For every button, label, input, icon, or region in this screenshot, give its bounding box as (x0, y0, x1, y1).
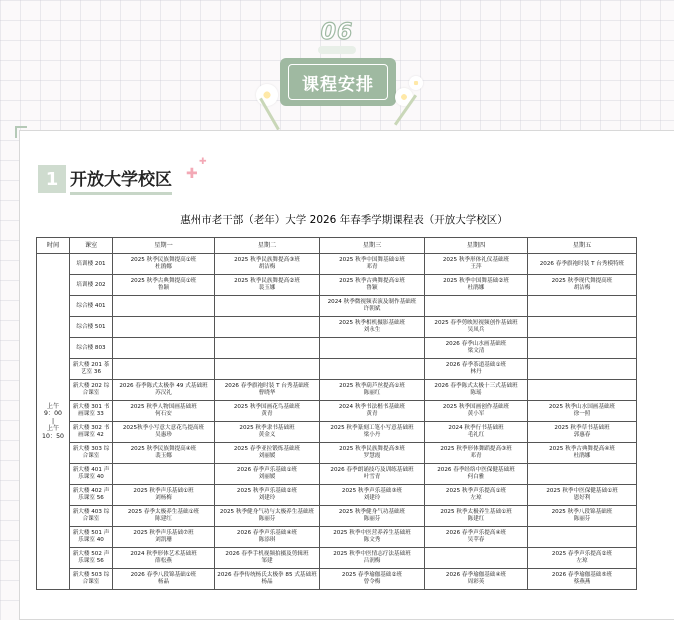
teacher-name: 林丹 (470, 369, 482, 375)
flower-decoration-icon (409, 76, 423, 90)
campus-title: 开放大学校区 (70, 165, 172, 195)
course-cell (320, 443, 425, 464)
course-name: 2025 秋季古典舞提高④班 (549, 446, 615, 453)
course-cell (425, 296, 528, 317)
course-cell (528, 443, 637, 464)
teacher-name: 恩好利 (573, 495, 591, 501)
course-name: 2026 春季瑜伽基础④班 (445, 572, 507, 579)
course-cell (425, 275, 528, 296)
teacher-name: 鲁颖 (366, 285, 378, 291)
course-cell (215, 569, 320, 590)
course-cell (320, 569, 425, 590)
course-cell (215, 275, 320, 296)
teacher-name: 苏汉礼 (155, 390, 172, 396)
teacher-name: 徐一照 (573, 411, 591, 417)
course-cell (528, 317, 637, 338)
course-cell (113, 359, 215, 380)
header-tuesday: 星期二 (215, 238, 320, 254)
teacher-name: 左琼 (470, 495, 482, 501)
table-row (37, 569, 637, 590)
time-slot-text: 上午 (46, 402, 60, 410)
room-cell: 新大楼 502 声乐课室 56 (70, 548, 113, 569)
teacher-name: 刘丽媛 (258, 453, 276, 459)
course-cell (425, 338, 528, 359)
course-cell (320, 401, 425, 422)
course-name: 2025 秋季声乐基础③班 (341, 488, 403, 495)
course-cell (528, 359, 637, 380)
course-name: 2025 春季太极养生基础①班 (127, 509, 200, 516)
course-cell (215, 527, 320, 548)
course-cell (215, 548, 320, 569)
teacher-name: 陈丽芬 (573, 516, 591, 522)
room-cell: 新大楼 501 声乐课室 40 (70, 527, 113, 548)
teacher-name: 王萍 (470, 264, 482, 270)
course-cell (113, 401, 215, 422)
course-name: 2026 春季手机视频拍摄及剪辑班 (225, 551, 309, 558)
course-name: 2025 秋季民族舞提高①班 (130, 257, 197, 264)
room-cell: 新大楼 201 茶艺室 36 (70, 359, 113, 380)
table-row (37, 275, 637, 296)
course-cell (528, 380, 637, 401)
teacher-name: 邹建 (261, 558, 273, 564)
sparkle-icon: ✚ (186, 166, 198, 182)
course-cell (113, 254, 215, 275)
course-name: 2025 秋季草书基础班 (554, 425, 610, 432)
teacher-name: 刘丽媛 (258, 474, 276, 480)
teacher-name: 周彩英 (467, 579, 485, 585)
section-number: 06 (320, 20, 354, 45)
course-cell (113, 275, 215, 296)
course-name: 2025 春季亚拉锻炼基础班 (233, 446, 301, 453)
teacher-name: 许朝斌 (363, 306, 381, 312)
course-name: 2026 春季瑜伽基础⑤班 (551, 572, 613, 579)
teacher-name: 黄金义 (258, 432, 276, 438)
course-cell (528, 338, 637, 359)
teacher-name: 刘杨梅 (155, 495, 172, 501)
course-cell (215, 485, 320, 506)
course-cell (320, 506, 425, 527)
course-cell (113, 443, 215, 464)
course-cell (425, 527, 528, 548)
course-name: 2025 春季剪映短视频创作基础班 (434, 320, 518, 327)
course-name: 2025 秋季声乐基础①班 (133, 488, 194, 495)
course-name: 2025 秋季现代舞提高班 (551, 278, 613, 285)
teacher-name: 蔡燕燕 (573, 579, 591, 585)
teacher-name: 陈建红 (155, 516, 172, 522)
teacher-name: 陈建红 (467, 516, 485, 522)
room-cell: 新大楼 402 声乐课室 56 (70, 485, 113, 506)
course-cell (215, 296, 320, 317)
course-name: 2025 秋季声乐基础②班 (236, 488, 298, 495)
flower-decoration-icon (256, 84, 278, 106)
teacher-name: 陈文秀 (363, 537, 381, 543)
room-cell: 培训楼 201 (70, 254, 113, 275)
course-cell (528, 548, 637, 569)
course-cell (320, 464, 425, 485)
course-cell (113, 569, 215, 590)
course-name: 2026 春季旗袍时装 T 台秀基础班 (224, 383, 310, 390)
teacher-name: 曾令梅 (363, 579, 381, 585)
course-cell (215, 317, 320, 338)
teacher-name: 杜鹃娜 (573, 453, 591, 459)
course-cell (215, 338, 320, 359)
course-cell (113, 548, 215, 569)
table-row (37, 485, 637, 506)
course-name: 2025秋季小写意大意花鸟提高班 (122, 425, 205, 432)
teacher-name: 吕润梅 (363, 558, 381, 564)
course-cell (425, 485, 528, 506)
course-name: 2025 秋季八段锦基础班 (551, 509, 613, 516)
table-row (37, 296, 637, 317)
table-row (37, 380, 637, 401)
course-name: 2025 秋季形体舞蹈提高③班 (440, 446, 512, 453)
teacher-name: 黄小军 (467, 411, 485, 417)
teacher-name: 黄青 (261, 411, 273, 417)
course-name: 2025 秋季声乐提高①班 (445, 488, 507, 495)
course-cell (320, 422, 425, 443)
course-cell (528, 464, 637, 485)
course-name: 2025 秋季隶书基础班 (239, 425, 295, 432)
room-cell: 新大楼 403 综合课室 (70, 506, 113, 527)
course-name: 2024 秋季形体艺术基础班 (130, 551, 197, 558)
course-cell (528, 485, 637, 506)
course-cell (113, 527, 215, 548)
course-name: 2024 秋季行书基础班 (448, 425, 504, 432)
section-title: 课程安排 (288, 64, 388, 100)
course-cell (528, 422, 637, 443)
course-cell (320, 296, 425, 317)
table-header-row (37, 238, 637, 254)
header-time: 时间 (37, 238, 70, 254)
course-cell (528, 296, 637, 317)
teacher-name: 刘永生 (363, 327, 381, 333)
time-slot-text: 上午 (46, 425, 60, 433)
course-cell (113, 338, 215, 359)
teacher-name: 梁文清 (467, 348, 485, 354)
teacher-name: 刘建玲 (363, 495, 381, 501)
table-row (37, 338, 637, 359)
room-cell: 综合楼 401 (70, 296, 113, 317)
course-name: 2026 春季八段锦基础①班 (130, 572, 197, 579)
teacher-name: 邓青 (366, 264, 378, 270)
header-monday: 星期一 (113, 238, 215, 254)
course-name: 2025 秋季民族舞提高⑤班 (339, 446, 405, 453)
course-cell (528, 401, 637, 422)
teacher-name: 陈添琪 (258, 537, 276, 543)
header-friday: 星期五 (528, 238, 637, 254)
course-cell (425, 359, 528, 380)
course-name: 2025 秋季中医营养养生基础班 (333, 530, 411, 537)
course-name: 2026 春季朗诵技巧及训练基础班 (330, 467, 414, 474)
course-name: 2025 秋季健身气功基础班 (338, 509, 406, 516)
table-row (37, 359, 637, 380)
teacher-name: 胡洁梅 (258, 264, 276, 270)
course-name: 2025 秋季太极养生基础①班 (440, 509, 512, 516)
table-row (37, 443, 637, 464)
course-name: 2025 秋季中国舞基础①班 (339, 257, 405, 264)
room-cell: 综合楼 803 (70, 338, 113, 359)
course-name: 2025 秋季古典舞提高①班 (130, 278, 197, 285)
course-name: 2025 秋季中医情志疗法基础班 (333, 551, 411, 558)
header-thursday: 星期四 (425, 238, 528, 254)
course-name: 2025 秋季葫芦丝提高①班 (339, 383, 405, 390)
course-name: 2025 秋季古典舞提高①班 (339, 278, 405, 285)
sparkle-icon: ✚ (199, 157, 207, 167)
course-name: 2026 春季经络中医保健基础班 (437, 467, 515, 474)
campus-index-badge: 1 (38, 165, 66, 193)
teacher-name: 裴玉娜 (258, 285, 276, 291)
course-cell (113, 485, 215, 506)
room-cell: 新大楼 302 书画课室 42 (70, 422, 113, 443)
course-cell (528, 275, 637, 296)
course-cell (113, 506, 215, 527)
room-cell: 新大楼 401 声乐课室 40 (70, 464, 113, 485)
table-row (37, 464, 637, 485)
course-name: 2026 春季声乐提高④班 (445, 530, 507, 537)
section-number-underlay (318, 46, 356, 54)
course-cell (425, 401, 528, 422)
teacher-name: 郭惠春 (573, 432, 591, 438)
teacher-name: 叶雪青 (363, 474, 381, 480)
course-cell (320, 275, 425, 296)
course-cell (425, 254, 528, 275)
course-name: 2025 秋季声乐基础⑦班 (133, 530, 194, 537)
course-cell (320, 359, 425, 380)
section-title-banner (280, 58, 396, 112)
table-row (37, 506, 637, 527)
course-cell (215, 254, 320, 275)
course-cell (113, 380, 215, 401)
course-cell (425, 443, 528, 464)
course-cell (113, 464, 215, 485)
teacher-name: 鲁颖 (157, 285, 170, 291)
course-cell (215, 443, 320, 464)
course-name: 2026 春季茶道基础①班 (445, 362, 507, 369)
course-cell (425, 569, 528, 590)
table-row (37, 317, 637, 338)
course-name: 2025 春季声乐提高②班 (551, 551, 613, 558)
header-room: 课室 (70, 238, 113, 254)
course-cell (425, 464, 528, 485)
course-cell (528, 527, 637, 548)
course-cell (113, 317, 215, 338)
room-cell: 综合楼 501 (70, 317, 113, 338)
course-name: 2025 秋季民族舞提高④班 (130, 446, 197, 453)
course-cell (215, 506, 320, 527)
teacher-name: 吴凤兵 (467, 327, 485, 333)
teacher-name: 罗慧霞 (363, 453, 381, 459)
course-cell (320, 338, 425, 359)
course-name: 2025 秋季相机摄影基础班 (338, 320, 406, 327)
course-name: 2026 春季声乐基础④班 (236, 530, 298, 537)
room-cell: 新大楼 301 书画课室 33 (70, 401, 113, 422)
course-cell (113, 296, 215, 317)
teacher-name: 陈丽芬 (258, 516, 276, 522)
teacher-name: 杜鹃娜 (155, 264, 172, 270)
course-name: 2026 春季陈式太极拳 49 式基础班 (119, 383, 208, 390)
time-slot-cell (37, 254, 70, 590)
course-name: 2025 秋季国画创作基础班 (442, 404, 510, 411)
room-cell: 培训楼 202 (70, 275, 113, 296)
time-slot-text: 9：00 (44, 410, 62, 418)
course-cell (425, 506, 528, 527)
course-cell (320, 254, 425, 275)
teacher-name: 杨晶 (157, 579, 170, 585)
teacher-name: 左琼 (576, 558, 588, 564)
course-cell (215, 422, 320, 443)
teacher-name: 毛礼红 (467, 432, 485, 438)
teacher-name: 何白雅 (467, 474, 485, 480)
course-cell (320, 380, 425, 401)
table-row (37, 548, 637, 569)
teacher-name: 杨晶 (261, 579, 273, 585)
schedule-table-title: 惠州市老干部（老年）大学 2026 年春季学期课程表（开放大学校区） (180, 214, 508, 226)
course-name: 2026 春季声乐基础①班 (236, 467, 298, 474)
time-slot-text: | (51, 417, 55, 425)
course-cell (528, 506, 637, 527)
teacher-name: 陈丽红 (363, 390, 381, 396)
room-cell: 新大楼 503 综合课室 (70, 569, 113, 590)
header-wednesday: 星期三 (320, 238, 425, 254)
table-row (37, 527, 637, 548)
teacher-name: 刘建玲 (258, 495, 276, 501)
teacher-name: 陈丽芬 (363, 516, 381, 522)
course-cell (215, 380, 320, 401)
teacher-name: 邓青 (470, 453, 482, 459)
teacher-name: 黄青 (366, 411, 378, 417)
course-name: 2025 秋季人物国画基础班 (130, 404, 197, 411)
course-name: 2025 秋季中医保健基础①班 (546, 488, 618, 495)
course-cell (215, 464, 320, 485)
course-name: 2024 秋季微视频表演及制作基础班 (327, 299, 417, 306)
course-cell (113, 422, 215, 443)
course-cell (320, 548, 425, 569)
course-name: 2025 秋季山水国画基础班 (548, 404, 616, 411)
teacher-name: 何石安 (155, 411, 172, 417)
course-cell (320, 317, 425, 338)
course-name: 2026 春季传统杨氏太极拳 85 式基础班 (217, 572, 317, 579)
table-row (37, 254, 637, 275)
course-cell (425, 422, 528, 443)
teacher-name: 陈瑶 (470, 390, 482, 396)
course-name: 2026 春季山水画基础班 (445, 341, 507, 348)
course-name: 2025 秋季民族舞提高③班 (234, 257, 300, 264)
table-row (37, 401, 637, 422)
course-name: 2026 春季陈式太极十三式基础班 (434, 383, 518, 390)
room-cell: 新大楼 303 综合课室 (70, 443, 113, 464)
teacher-name: 胡洁梅 (573, 285, 591, 291)
room-cell: 新大楼 202 综合课室 (70, 380, 113, 401)
course-name: 2025 秋季形体礼仪基础班 (442, 257, 510, 264)
course-name: 2025 秋季健身气功与太极养生基础班 (219, 509, 315, 516)
course-name: 2025 秋季中国舞基础②班 (443, 278, 509, 285)
course-name: 2025 秋季国画花鸟基础班 (233, 404, 301, 411)
course-name: 2026 春季旗袍时装 T 台秀模特班 (539, 260, 625, 267)
teacher-name: 曹晓华 (258, 390, 276, 396)
course-name: 2025 秋季民族舞提高②班 (234, 278, 300, 285)
course-cell (528, 569, 637, 590)
course-cell (320, 527, 425, 548)
time-slot-text: 10：50 (42, 432, 64, 440)
section-title-box (280, 58, 396, 106)
teacher-name: 吴苹春 (467, 537, 485, 543)
teacher-name: 杜鹃娜 (467, 285, 485, 291)
course-name: 2025 秋季篆刻工笔小写意基础班 (330, 425, 414, 432)
table-row (37, 422, 637, 443)
teacher-name: 裴玉娜 (155, 453, 172, 459)
schedule-table (36, 237, 637, 590)
course-cell (215, 401, 320, 422)
course-cell (425, 380, 528, 401)
course-name: 2025 春季瑜伽基础②班 (341, 572, 403, 579)
teacher-name: 薛松燕 (155, 558, 172, 564)
course-cell (425, 548, 528, 569)
teacher-name: 梁小丹 (363, 432, 381, 438)
course-cell (215, 359, 320, 380)
course-cell (528, 254, 637, 275)
teacher-name: 刘凯珊 (155, 537, 172, 543)
course-cell (425, 317, 528, 338)
panel-corner-decoration (15, 126, 27, 138)
teacher-name: 吴惠珍 (155, 432, 172, 438)
course-name: 2024 秋季书法楷书基础班 (338, 404, 406, 411)
course-cell (320, 485, 425, 506)
